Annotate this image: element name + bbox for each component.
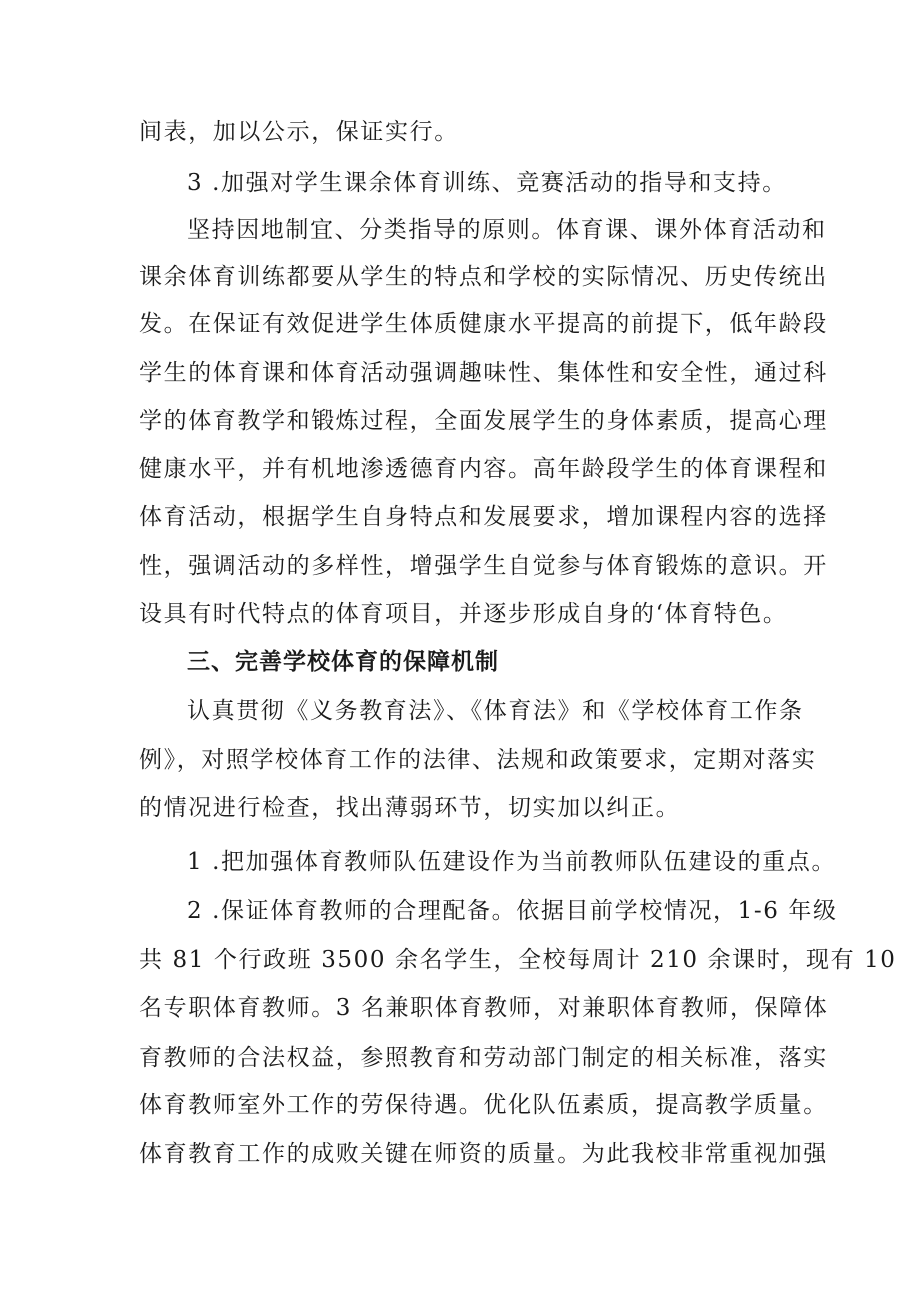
text-line: 发。在保证有效促进学生体质健康水平提高的前提下，低年龄段 [139, 311, 828, 337]
text-line: 性，强调活动的多样性，增强学生自觉参与体育锻炼的意识。开 [139, 553, 828, 579]
text-line: 学的体育教学和锻炼过程，全面发展学生的身体素质，提高心理 [139, 408, 828, 434]
text-line: 名专职体育教师。3 名兼职体育教师，对兼职体育教师，保障体 [139, 995, 829, 1021]
text-line: 体育教师室外工作的劳保待遇。优化队伍素质，提高教学质量。 [139, 1092, 828, 1118]
paragraph-start: 认真贯彻《义务教育法》、《体育法》和《学校体育工作条 [187, 698, 804, 724]
text-line: 的情况进行检查，找出薄弱环节，切实加以纠正。 [139, 795, 681, 821]
text-line: 设具有时代特点的体育项目，并逐步形成自身的‘体育特色。 [139, 601, 788, 627]
text-line: 例》，对照学校体育工作的法律、法规和政策要求，定期对落实 [139, 747, 817, 773]
text-line: 健康水平，并有机地渗透德育内容。高年龄段学生的体育课程和 [139, 456, 828, 482]
text-line: 体育教育工作的成败关键在师资的质量。为此我校非常重视加强 [139, 1141, 828, 1167]
text-line: 学生的体育课和体育活动强调趣味性、集体性和安全性，通过科 [139, 360, 828, 386]
paragraph-start: 坚持因地制宜、分类指导的原则。体育课、课外体育活动和 [187, 217, 827, 243]
text-line: 体育活动，根据学生自身特点和发展要求，增加课程内容的选择 [139, 504, 828, 530]
text-line: 间表，加以公示，保证实行。 [139, 119, 459, 145]
text-line: 共 81 个行政班 3500 余名学生，全校每周计 210 余课时，现有 10 [139, 947, 897, 973]
text-line: 育教师的合法权益，参照教育和劳动部门制定的相关标准，落实 [139, 1045, 828, 1071]
numbered-item: 3 .加强对学生课余体育训练、竞赛活动的指导和支持。 [187, 170, 787, 196]
section-heading: 三、完善学校体育的保障机制 [187, 649, 499, 675]
numbered-item: 2 .保证体育教师的合理配备。依据目前学校情况，1-6 年级 [187, 898, 838, 924]
numbered-item: 1 .把加强体育教师队伍建设作为当前教师队伍建设的重点。 [187, 849, 837, 875]
text-line: 课余体育训练都要从学生的特点和学校的实际情况、历史传统出 [139, 264, 828, 290]
